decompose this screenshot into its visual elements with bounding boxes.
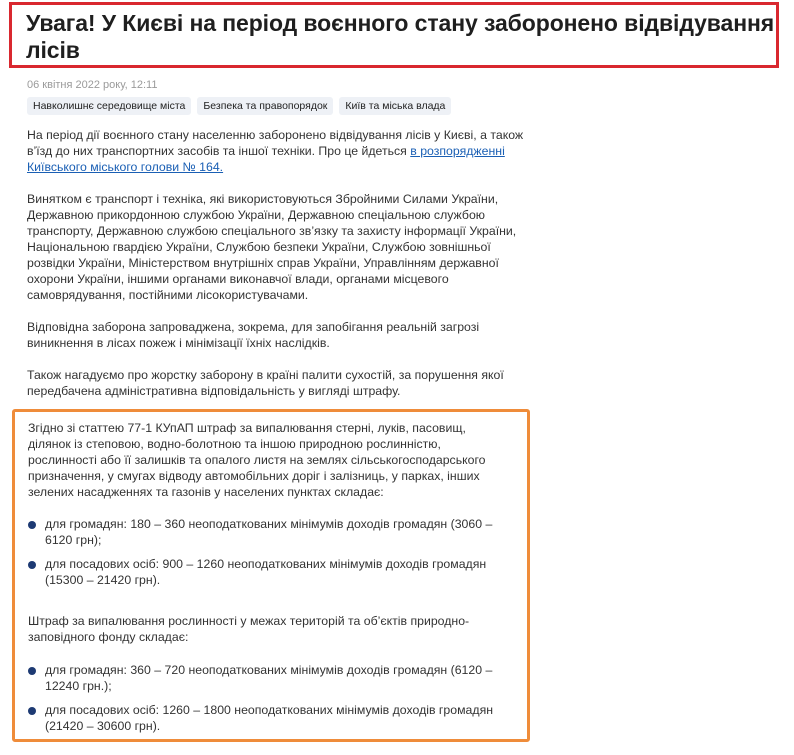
bullet-icon: [28, 521, 36, 529]
paragraph: Винятком є транспорт і техніка, які використовуються Збройними Силами України, Державною прикордонною службою України, Державною спеціальною службою транспорту, Державною службою спеціального зв’язку та захисту інформації України, Національною гвардією України, Службою безпеки України, Службою зовнішньої розвідки України, Міністерством внутрішніх справ України, Управлінням державної охорони України, іншими органами виконавчої влади, органами місцевого самоврядування, постійними лісокористувачами.: [27, 192, 517, 302]
tag-list: [27, 97, 451, 115]
article-body: [27, 127, 527, 415]
fines-intro: Згідно зі статтею 77-1 КУпАП штраф за випалювання стерні, луків, пасовищ, ділянок із степовою, водно-болотною та іншою природною рослинністю, рослинності або її залишків та опалого листя на землях сільськогосподарського призначення, у смугах відводу автомобільних доріг і залізниць, у парках, інших зелених насадженнях та газонів у населених пунктах складає:: [28, 421, 486, 499]
list-item: [28, 702, 507, 734]
tag-environment[interactable]: Навколишнє середовище міста: [27, 97, 191, 115]
bullet-icon: [28, 561, 36, 569]
paragraph: Відповідна заборона запроваджена, зокрема, для запобігання реальній загрозі виникнення в лісах пожеж і мінімізації їхніх наслідків.: [27, 320, 480, 350]
fines-intro-reserve: Штраф за випалювання рослинності у межах територій та об’єктів природно-заповідного фонду складає:: [28, 614, 470, 644]
publish-date: 06 квітня 2022 року, 12:11: [27, 79, 158, 91]
list-item-text: для посадових осіб: 1260 – 1800 неоподаткованих мінімумів доходів громадян (21420 – 30600 грн).: [45, 703, 494, 733]
list-item-text: для посадових осіб: 900 – 1260 неоподаткованих мінімумів доходів громадян (15300 – 21420 грн).: [45, 557, 487, 587]
list-item-text: для громадян: 180 – 360 неоподаткованих мінімумів доходів громадян (3060 – 6120 грн);: [45, 517, 493, 547]
list-item: [28, 556, 507, 588]
paragraph: Також нагадуємо про жорстку заборону в країні палити сухостій, за порушення якої передбачена адміністративна відповідальність у вигляді штрафу.: [27, 368, 504, 398]
bullet-icon: [28, 707, 36, 715]
fines-list: [28, 516, 527, 588]
paragraph: [27, 127, 527, 175]
fines-highlight-box: [12, 409, 530, 742]
page-title: Увага! У Києві на період воєнного стану заборонено відвідування лісів: [26, 10, 775, 63]
list-item: [28, 516, 507, 548]
tag-kyiv-authorities[interactable]: Київ та міська влада: [339, 97, 451, 115]
bullet-icon: [28, 667, 36, 675]
list-item: [28, 662, 507, 694]
list-item-text: для громадян: 360 – 720 неоподаткованих мінімумів доходів громадян (6120 – 12240 грн.);: [45, 663, 493, 693]
title-highlight-box: [9, 2, 779, 68]
order-link[interactable]: в розпорядженні Київського міського голови № 164.: [27, 144, 505, 174]
tag-security[interactable]: Безпека та правопорядок: [197, 97, 333, 115]
fines-list-reserve: [28, 662, 527, 734]
paragraph-text: На період дії воєнного стану населенню заборонено відвідування лісів у Києві, а також в’їзд до них транспортних засобів та іншої техніки. Про це йдеться: [27, 128, 524, 158]
